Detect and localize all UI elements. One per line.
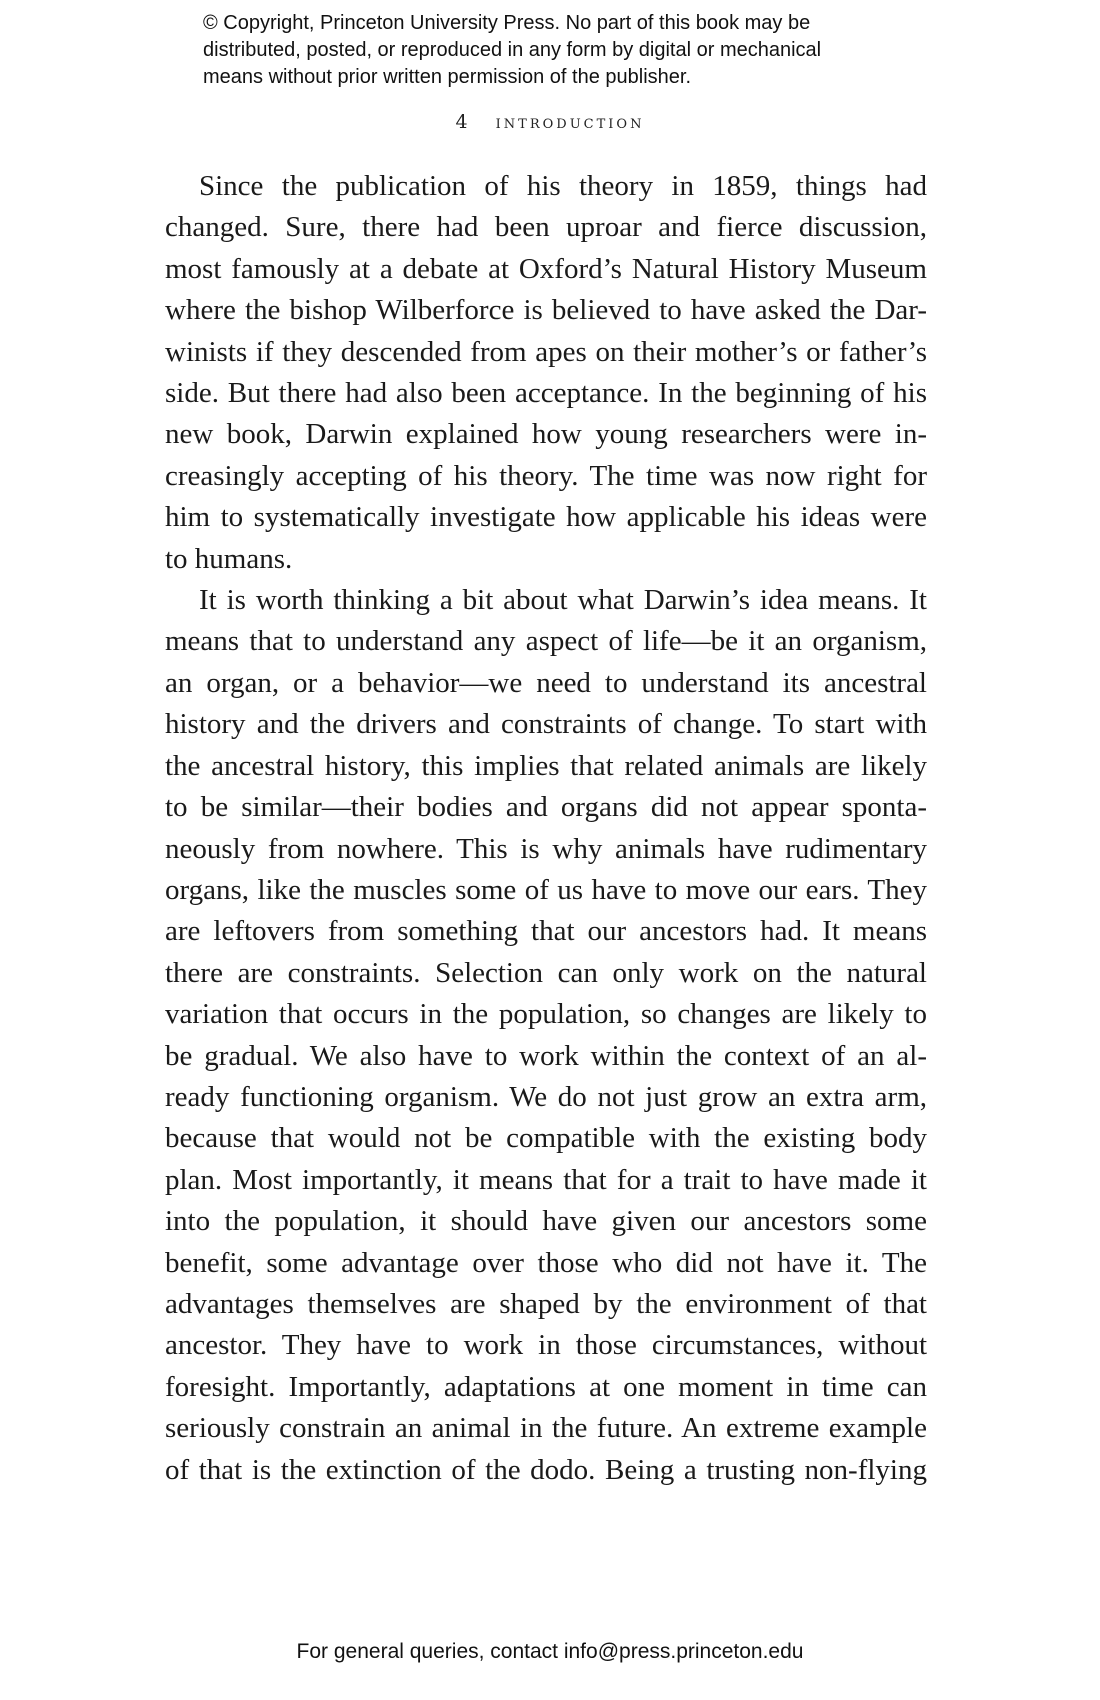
text-line: seriously constrain an animal in the future. An extreme example	[165, 1412, 927, 1445]
text-line: side. But there had also been acceptance. In the beginning of his	[165, 377, 927, 410]
text-line: Since the publication of his theory in 1859, things had	[199, 170, 927, 202]
text-line: because that would not be compatible with the existing body	[165, 1122, 927, 1155]
text-line: be gradual. We also have to work within the context of an al-	[165, 1039, 927, 1072]
text-line: where the bishop Wilberforce is believed to have asked the Dar-	[165, 294, 927, 327]
text-line: It is worth thinking a bit about what Darwin’s idea means. It	[199, 584, 927, 617]
text-line: an organ, or a behavior—we need to understand its ancestral	[165, 666, 927, 699]
text-line: to be similar—their bodies and organs did not appear sponta-	[165, 791, 927, 824]
copyright-notice-line: means without prior written permission of the publisher.	[203, 66, 692, 88]
text-line: him to systematically investigate how applicable his ideas were	[165, 501, 927, 534]
text-line: are leftovers from something that our ancestors had. It means	[165, 915, 927, 948]
text-line: foresight. Importantly, adaptations at one moment in time can	[165, 1370, 927, 1403]
copyright-notice	[203, 10, 923, 91]
text-line: into the population, it should have given our ancestors some	[165, 1205, 927, 1238]
text-line: ready functioning organism. We do not just grow an extra arm,	[165, 1080, 927, 1113]
copyright-notice-line: © Copyright, Princeton University Press. No part of this book may be	[203, 12, 811, 34]
text-line: variation that occurs in the population, so changes are likely to	[165, 998, 927, 1031]
text-line: plan. Most importantly, it means that for a trait to have made it	[165, 1163, 927, 1196]
text-line: advantages themselves are shaped by the environment of that	[165, 1287, 927, 1320]
running-head	[0, 111, 1100, 133]
text-line: changed. Sure, there had been uproar and fierce discussion,	[165, 211, 927, 244]
text-line: of that is the extinction of the dodo. Being a trusting non-flying	[165, 1453, 927, 1486]
copyright-notice-line: distributed, posted, or reproduced in any form by digital or mechanical	[203, 39, 822, 61]
text-line: creasingly accepting of his theory. The time was now right for	[165, 459, 927, 492]
text-line: ancestor. They have to work in those circumstances, without	[165, 1329, 927, 1362]
text-line: the ancestral history, this implies that related animals are likely	[165, 749, 927, 782]
paragraph-2	[165, 580, 927, 1491]
text-line: means that to understand any aspect of life—be it an organism,	[165, 625, 927, 658]
text-line: new book, Darwin explained how young researchers were in-	[165, 418, 927, 451]
text-line: to humans.	[165, 542, 293, 575]
section-title: introduction	[495, 111, 645, 133]
text-line: history and the drivers and constraints of change. To start with	[165, 708, 927, 741]
page-number: 4	[455, 111, 468, 133]
body-text	[165, 166, 927, 1491]
text-line: neously from nowhere. This is why animals have rudimentary	[165, 832, 927, 865]
text-line: most famously at a debate at Oxford’s Natural History Museum	[165, 252, 927, 285]
text-line: there are constraints. Selection can only work on the natural	[165, 956, 927, 989]
text-line: organs, like the muscles some of us have to move our ears. They	[165, 873, 927, 906]
footer-contact: For general queries, contact info@press.princeton.edu	[296, 1640, 804, 1663]
paragraph-1	[165, 166, 927, 580]
text-line: winists if they descended from apes on their mother’s or father’s	[165, 335, 927, 368]
text-line: benefit, some advantage over those who did not have it. The	[165, 1246, 927, 1279]
